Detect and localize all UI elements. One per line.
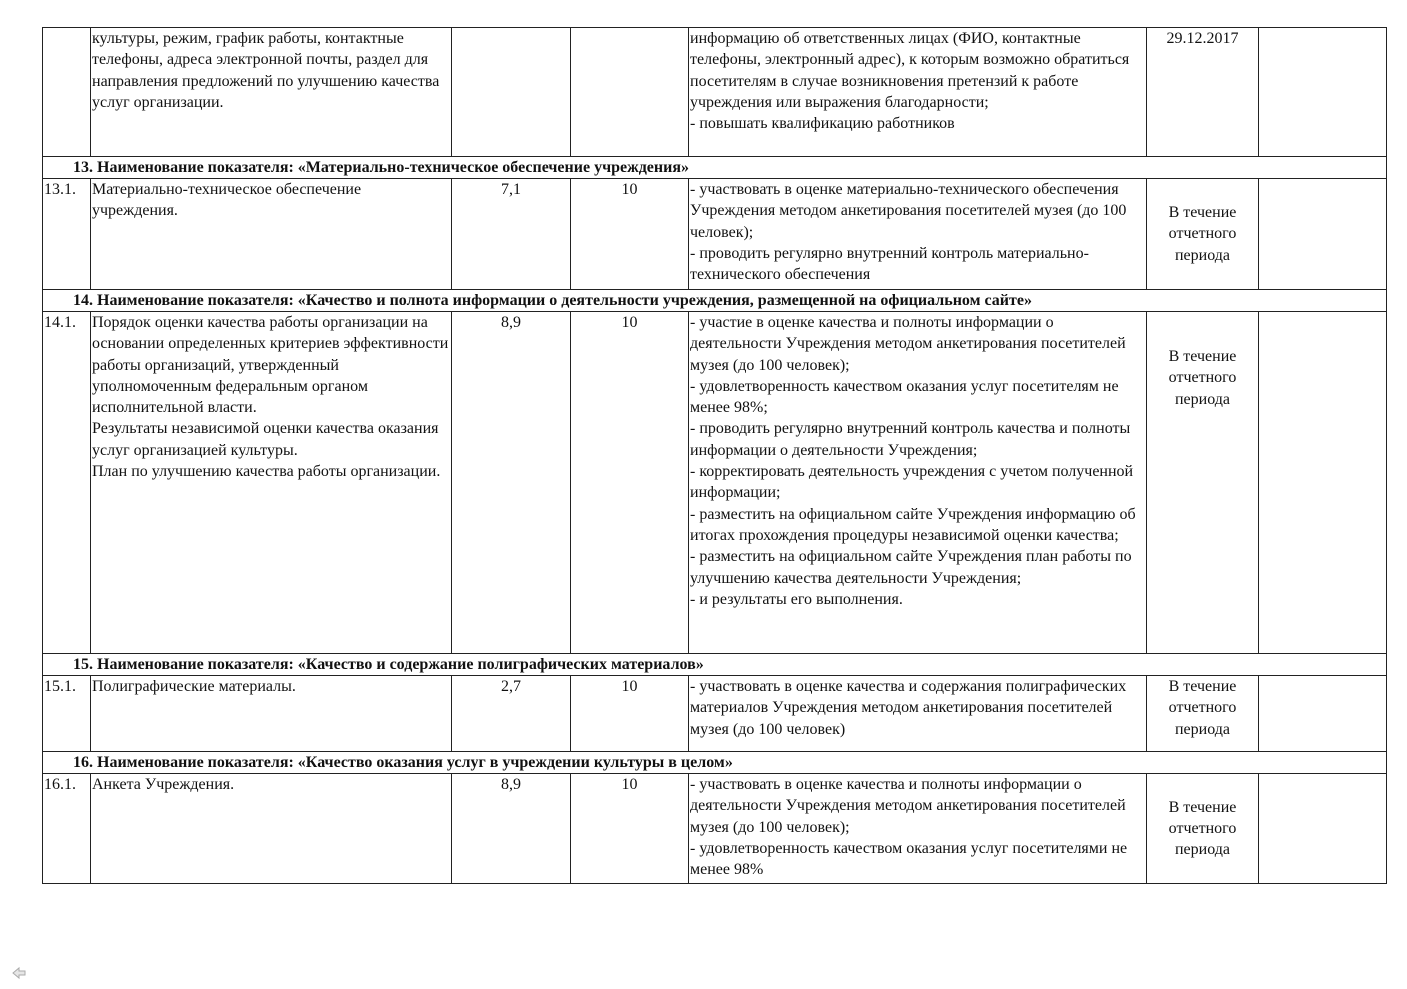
cell-value: 7,1 [452,179,571,290]
measure-line: - удовлетворенность качеством оказания услуг посетителями не менее 98% [690,839,1128,879]
cell-value [452,28,571,157]
cell-note [1259,312,1387,654]
measure-line: - разместить на официальном сайте Учреждения план работы по улучшению качества деятельности Учреждения; [690,548,1132,587]
improvement-plan-table [42,27,1387,884]
measure-line: - участие в оценке качества и полноты информации о деятельности Учреждения методом анкетирования посетителей музея (до 100 человек); [690,314,1126,374]
document-page [42,27,1386,884]
section-title: 16. Наименование показателя: «Качество оказания услуг в учреждении культуры в целом» [43,752,1387,774]
cell-criteria [91,312,452,654]
measure-line: - участвовать в оценке качества и содержания полиграфических материалов Учреждения методом анкетирования посетителей музея (до 100 человек) [690,678,1127,738]
criteria-line: План по улучшению качества работы организации. [92,463,441,481]
cell-period: В течение отчетного периода [1147,676,1259,752]
measure-line: - и результаты его выполнения. [690,590,903,608]
cell-measures [689,676,1147,752]
cell-note [1259,676,1387,752]
cell-measures [689,774,1147,884]
table-row [43,179,1387,290]
back-arrow-icon[interactable] [12,966,26,980]
cell-max: 10 [571,179,689,290]
cell-num: 13.1. [43,179,91,290]
section-header-row [43,752,1387,774]
cell-measures [689,28,1147,157]
cell-note [1259,179,1387,290]
cell-value: 8,9 [452,774,571,884]
measure-line: - удовлетворенность качеством оказания услуг посетителям не менее 98%; [690,377,1119,417]
cell-period: В течение отчетного периода [1147,312,1259,654]
table-row [43,676,1387,752]
cell-max [571,28,689,157]
cell-criteria: Полиграфические материалы. [91,676,452,752]
section-header-row [43,157,1387,179]
measure-line: - повышать квалификацию работников [690,115,955,133]
table-row [43,28,1387,157]
table-row [43,774,1387,884]
cell-period: В течение отчетного периода [1147,179,1259,290]
measure-line: - корректировать деятельность учреждения с учетом полученной информации; [690,463,1134,502]
cell-num [43,28,91,157]
section-header-row [43,654,1387,676]
section-title: 15. Наименование показателя: «Качество и содержание полиграфических материалов» [43,654,1387,676]
cell-max: 10 [571,312,689,654]
cell-value: 2,7 [452,676,571,752]
cell-value: 8,9 [452,312,571,654]
cell-measures [689,312,1147,654]
cell-num: 15.1. [43,676,91,752]
measure-line: - участвовать в оценке качества и полноты информации о деятельности Учреждения методом анкетирования посетителей музея (до 100 человек); [690,776,1126,836]
criteria-line: Порядок оценки качества работы организации на основании определенных критериев эффективности работы организаций, утвержденный уполномоченным федеральным органом исполнительной власти. [92,314,449,417]
section-header-row [43,290,1387,312]
cell-criteria: Анкета Учреждения. [91,774,452,884]
cell-note [1259,28,1387,157]
measure-line: - разместить на официальном сайте Учреждения информацию об итогах прохождения процедуры независимой оценки качества; [690,505,1136,544]
measure-line: - участвовать в оценке материально-технического обеспечения Учреждения методом анкетирования посетителей музея (до 100 человек); [690,181,1127,241]
cell-max: 10 [571,676,689,752]
cell-measures [689,179,1147,290]
table-row [43,312,1387,654]
cell-note [1259,774,1387,884]
criteria-line: Результаты независимой оценки качества оказания услуг организацией культуры. [92,420,439,459]
cell-period: В течение отчетного периода [1147,774,1259,884]
section-title: 14. Наименование показателя: «Качество и полнота информации о деятельности учреждения, размещенной на официальном сайте» [43,290,1387,312]
cell-num: 14.1. [43,312,91,654]
cell-date: 29.12.2017 [1147,28,1259,157]
measure-line: - проводить регулярно внутренний контроль материально-технического обеспечения [690,244,1089,284]
section-title: 13. Наименование показателя: «Материально-техническое обеспечение учреждения» [43,157,1387,179]
cell-criteria: культуры, режим, график работы, контактные телефоны, адреса электронной почты, раздел для направления предложений по улучшению качества услуг организации. [91,28,452,157]
cell-num: 16.1. [43,774,91,884]
measure-line: - проводить регулярно внутренний контроль качества и полноты информации о деятельности Учреждения; [690,420,1131,459]
cell-criteria: Материально-техническое обеспечение учреждения. [91,179,452,290]
measure-line: информацию об ответственных лицах (ФИО, контактные телефоны, электронный адрес), к которым возможно обратиться посетителям в случае возникновения претензий к работе учреждения или выражения благодарности; [690,30,1130,111]
cell-max: 10 [571,774,689,884]
